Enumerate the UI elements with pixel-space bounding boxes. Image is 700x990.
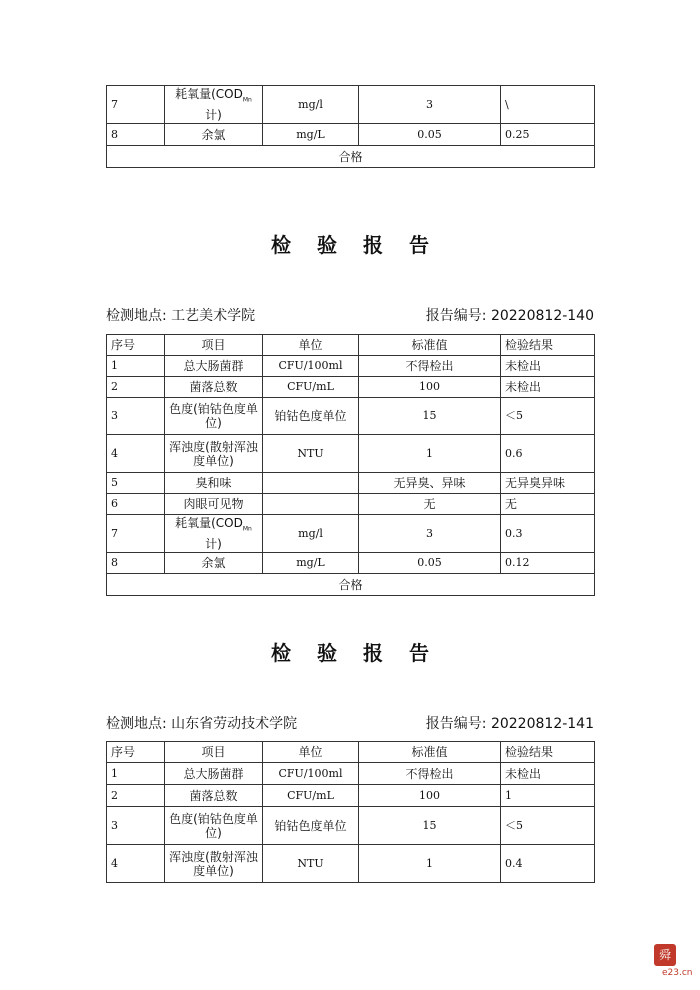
row-no: 8 (107, 553, 165, 574)
table-row (107, 356, 595, 377)
row-result: 未检出 (501, 356, 595, 377)
header-result: 检验结果 (501, 335, 595, 356)
report-title: 检验报告 (271, 641, 455, 665)
conclusion-row (107, 146, 595, 168)
table-row (107, 785, 595, 807)
row-std: 15 (359, 807, 501, 845)
row-std: 15 (359, 398, 501, 435)
row-result: 无异臭异味 (501, 473, 595, 494)
row-std: 100 (359, 377, 501, 398)
header-no: 序号 (107, 742, 165, 763)
row-result: 无 (501, 494, 595, 515)
row-result: 未检出 (501, 763, 595, 785)
row-std: 3 (359, 86, 501, 124)
row-item: 浑浊度(散射浑浊度单位) (165, 845, 263, 883)
report-title: 检验报告 (271, 233, 455, 257)
report-table (106, 334, 595, 596)
row-unit: mg/L (263, 124, 359, 146)
row-unit: mg/l (263, 515, 359, 553)
table-row (107, 763, 595, 785)
row-std: 不得检出 (359, 356, 501, 377)
row-std: 0.05 (359, 124, 501, 146)
row-unit (263, 473, 359, 494)
test-location: 检测地点: 山东省劳动技术学院 (106, 716, 298, 732)
row-item: 菌落总数 (165, 785, 263, 807)
row-unit: NTU (263, 845, 359, 883)
row-item: 色度(铂钴色度单位) (165, 398, 263, 435)
row-no: 2 (107, 785, 165, 807)
row-result: 未检出 (501, 377, 595, 398)
row-std: 100 (359, 785, 501, 807)
table-row (107, 807, 595, 845)
row-result: ＜5 (501, 398, 595, 435)
table-row (107, 553, 595, 574)
report-table-previous (106, 85, 595, 168)
row-no: 5 (107, 473, 165, 494)
row-item: 总大肠菌群 (165, 763, 263, 785)
conclusion: 合格 (107, 146, 595, 168)
row-std: 不得检出 (359, 763, 501, 785)
table-row (107, 473, 595, 494)
row-unit: CFU/100ml (263, 356, 359, 377)
seal-icon: 舜 (654, 944, 676, 966)
header-unit: 单位 (263, 742, 359, 763)
watermark-site: e23.cn (662, 968, 693, 978)
row-unit: CFU/mL (263, 377, 359, 398)
row-no: 8 (107, 124, 165, 146)
row-std: 无异臭、异味 (359, 473, 501, 494)
row-item: 浑浊度(散射浑浊度单位) (165, 435, 263, 473)
row-no: 2 (107, 377, 165, 398)
row-std: 1 (359, 435, 501, 473)
row-item: 总大肠菌群 (165, 356, 263, 377)
row-item: 肉眼可见物 (165, 494, 263, 515)
header-unit: 单位 (263, 335, 359, 356)
row-unit: mg/l (263, 86, 359, 124)
row-unit: 铂钴色度单位 (263, 807, 359, 845)
row-unit: NTU (263, 435, 359, 473)
row-result: 0.25 (501, 124, 595, 146)
conclusion: 合格 (107, 574, 595, 596)
report-number: 报告编号: 20220812-141 (425, 716, 594, 732)
row-item: 余氯 (165, 124, 263, 146)
row-std: 1 (359, 845, 501, 883)
row-item: 耗氧量($COD_{Mn}$ 计) (165, 515, 263, 553)
row-unit: mg/L (263, 553, 359, 574)
header-std: 标准值 (359, 335, 501, 356)
row-no: 1 (107, 763, 165, 785)
row-no: 7 (107, 515, 165, 553)
table-header-row (107, 335, 595, 356)
row-no: 7 (107, 86, 165, 124)
row-result: 0.12 (501, 553, 595, 574)
row-result: \ (501, 86, 595, 124)
report-table (106, 741, 595, 883)
row-result: ＜5 (501, 807, 595, 845)
row-unit: CFU/100ml (263, 763, 359, 785)
row-item: 菌落总数 (165, 377, 263, 398)
row-item: 臭和味 (165, 473, 263, 494)
table-row (107, 845, 595, 883)
test-location: 检测地点: 工艺美术学院 (106, 308, 256, 324)
row-no: 3 (107, 807, 165, 845)
row-no: 1 (107, 356, 165, 377)
header-no: 序号 (107, 335, 165, 356)
conclusion-row (107, 574, 595, 596)
row-item: 色度(铂钴色度单位) (165, 807, 263, 845)
row-no: 3 (107, 398, 165, 435)
row-unit: CFU/mL (263, 785, 359, 807)
row-no: 6 (107, 494, 165, 515)
row-item: 余氯 (165, 553, 263, 574)
row-no: 4 (107, 845, 165, 883)
table-row (107, 398, 595, 435)
row-result: 0.4 (501, 845, 595, 883)
report-number: 报告编号: 20220812-140 (425, 308, 594, 324)
row-item: 耗氧量($COD_{Mn}$ 计) (165, 86, 263, 124)
table-row (107, 435, 595, 473)
header-std: 标准值 (359, 742, 501, 763)
row-unit: 铂钴色度单位 (263, 398, 359, 435)
row-result: 1 (501, 785, 595, 807)
table-row (107, 124, 595, 146)
header-result: 检验结果 (501, 742, 595, 763)
row-std: 无 (359, 494, 501, 515)
table-row (107, 86, 595, 124)
header-item: 项目 (165, 335, 263, 356)
row-std: 0.05 (359, 553, 501, 574)
row-result: 0.6 (501, 435, 595, 473)
row-std: 3 (359, 515, 501, 553)
row-result: 0.3 (501, 515, 595, 553)
watermark-logo (654, 944, 694, 984)
table-row (107, 494, 595, 515)
table-header-row (107, 742, 595, 763)
row-unit (263, 494, 359, 515)
table-row (107, 515, 595, 553)
row-no: 4 (107, 435, 165, 473)
table-row (107, 377, 595, 398)
header-item: 项目 (165, 742, 263, 763)
